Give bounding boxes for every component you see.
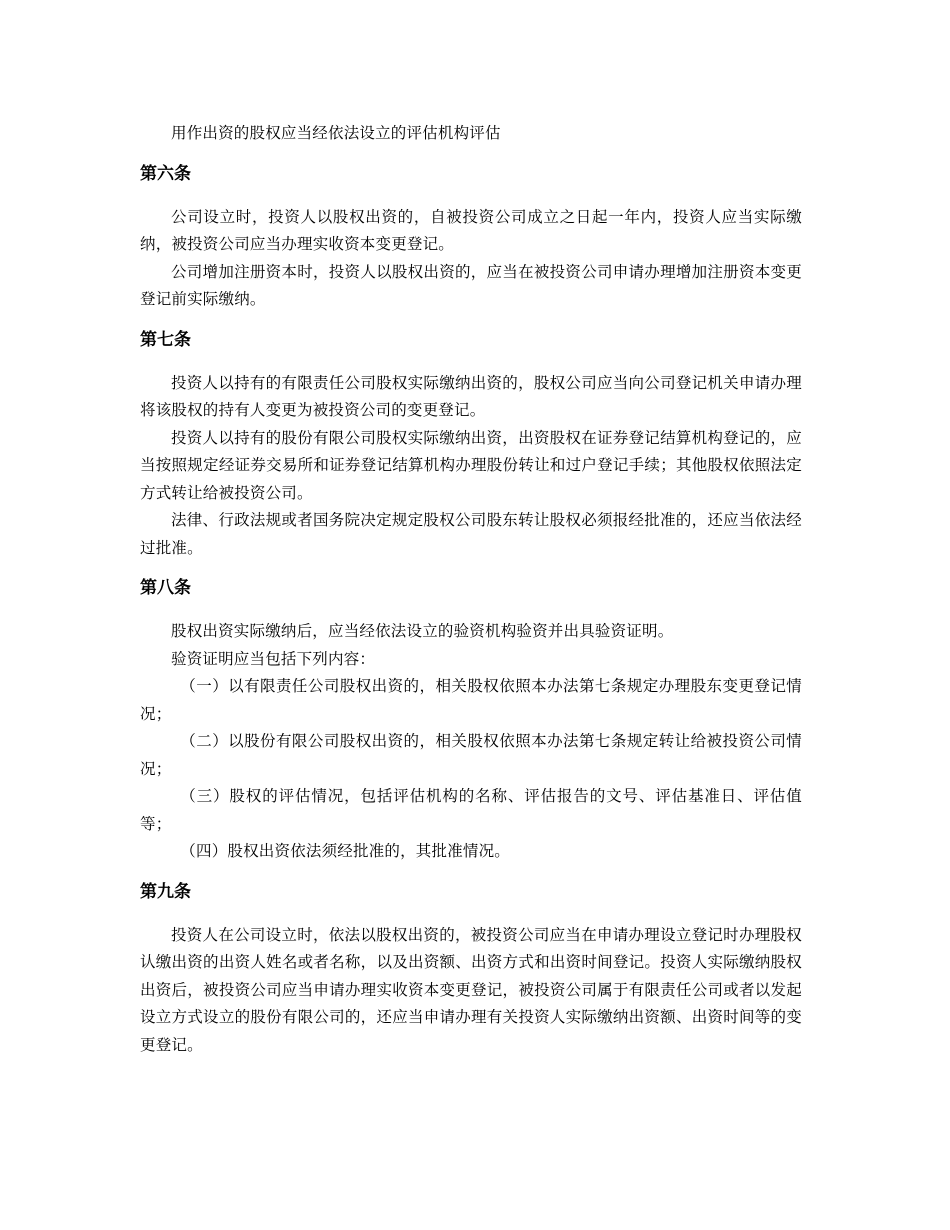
article-9-title: 第九条	[140, 881, 191, 902]
article-8-title: 第八条	[140, 578, 191, 598]
document-page	[140, 120, 802, 1071]
article-7	[140, 326, 802, 563]
article-6-title: 第六条	[140, 163, 191, 184]
article-7-title: 第七条	[140, 329, 191, 350]
article-6-paragraph-1: 公司设立时，投资人以股权出资的，自被投资公司成立之日起一年内，投资人应当实际缴纳，被投资公司应当办理实收资本变更登记。	[140, 207, 802, 253]
article-9	[140, 878, 802, 1060]
intro-paragraph: 用作出资的股权应当经依法设立的评估机构评估	[171, 124, 501, 142]
article-8-item-3: （三）股权的评估情况，包括评估机构的名称、评估报告的文号、评估基准日、评估值等；	[140, 787, 802, 833]
article-8-item-1: （一）以有限责任公司股权出资的，相关股权依照本办法第七条规定办理股东变更登记情况；	[140, 677, 802, 723]
article-8-item-4: （四）股权出资依法须经批准的，其批准情况。	[180, 842, 510, 860]
article-8-paragraph-2: 验资证明应当包括下列内容：	[171, 649, 376, 668]
article-6-paragraph-2: 公司增加注册资本时，投资人以股权出资的，应当在被投资公司申请办理增加注册资本变更登记前实际缴纳。	[140, 262, 802, 308]
article-6	[140, 160, 802, 314]
article-7-paragraph-1: 投资人以持有的有限责任公司股权实际缴纳出资的，股权公司应当向公司登记机关申请办理将该股权的持有人变更为被投资公司的变更登记。	[140, 373, 802, 419]
article-9-paragraph-1: 投资人在公司设立时，依法以股权出资的，被投资公司应当在申请办理设立登记时办理股权认缴出资的出资人姓名或者名称，以及出资额、出资方式和出资时间登记。投资人实际缴纳股权出资后，被投资公司应当申请办理实收资本变更登记，被投资公司属于有限责任公司或者以发起设立方式设立的股份有限公司的，还应当申请办理有关投资人实际缴纳出资额、出资时间等的变更登记。	[140, 925, 802, 1054]
article-8	[140, 574, 802, 866]
article-7-paragraph-3: 法律、行政法规或者国务院决定规定股权公司股东转让股权必须报经批准的，还应当依法经过批准。	[140, 511, 802, 557]
article-7-paragraph-2: 投资人以持有的股份有限公司股权实际缴纳出资，出资股权在证券登记结算机构登记的，应当按照规定经证券交易所和证券登记结算机构办理股份转让和过户登记手续；其他股权依照法定方式转让给被投资公司。	[140, 428, 802, 502]
article-8-item-2: （二）以股份有限公司股权出资的，相关股权依照本办法第七条规定转让给被投资公司情况；	[140, 732, 802, 778]
article-8-paragraph-1: 股权出资实际缴纳后，应当经依法设立的验资机构验资并出具验资证明。	[171, 622, 674, 640]
